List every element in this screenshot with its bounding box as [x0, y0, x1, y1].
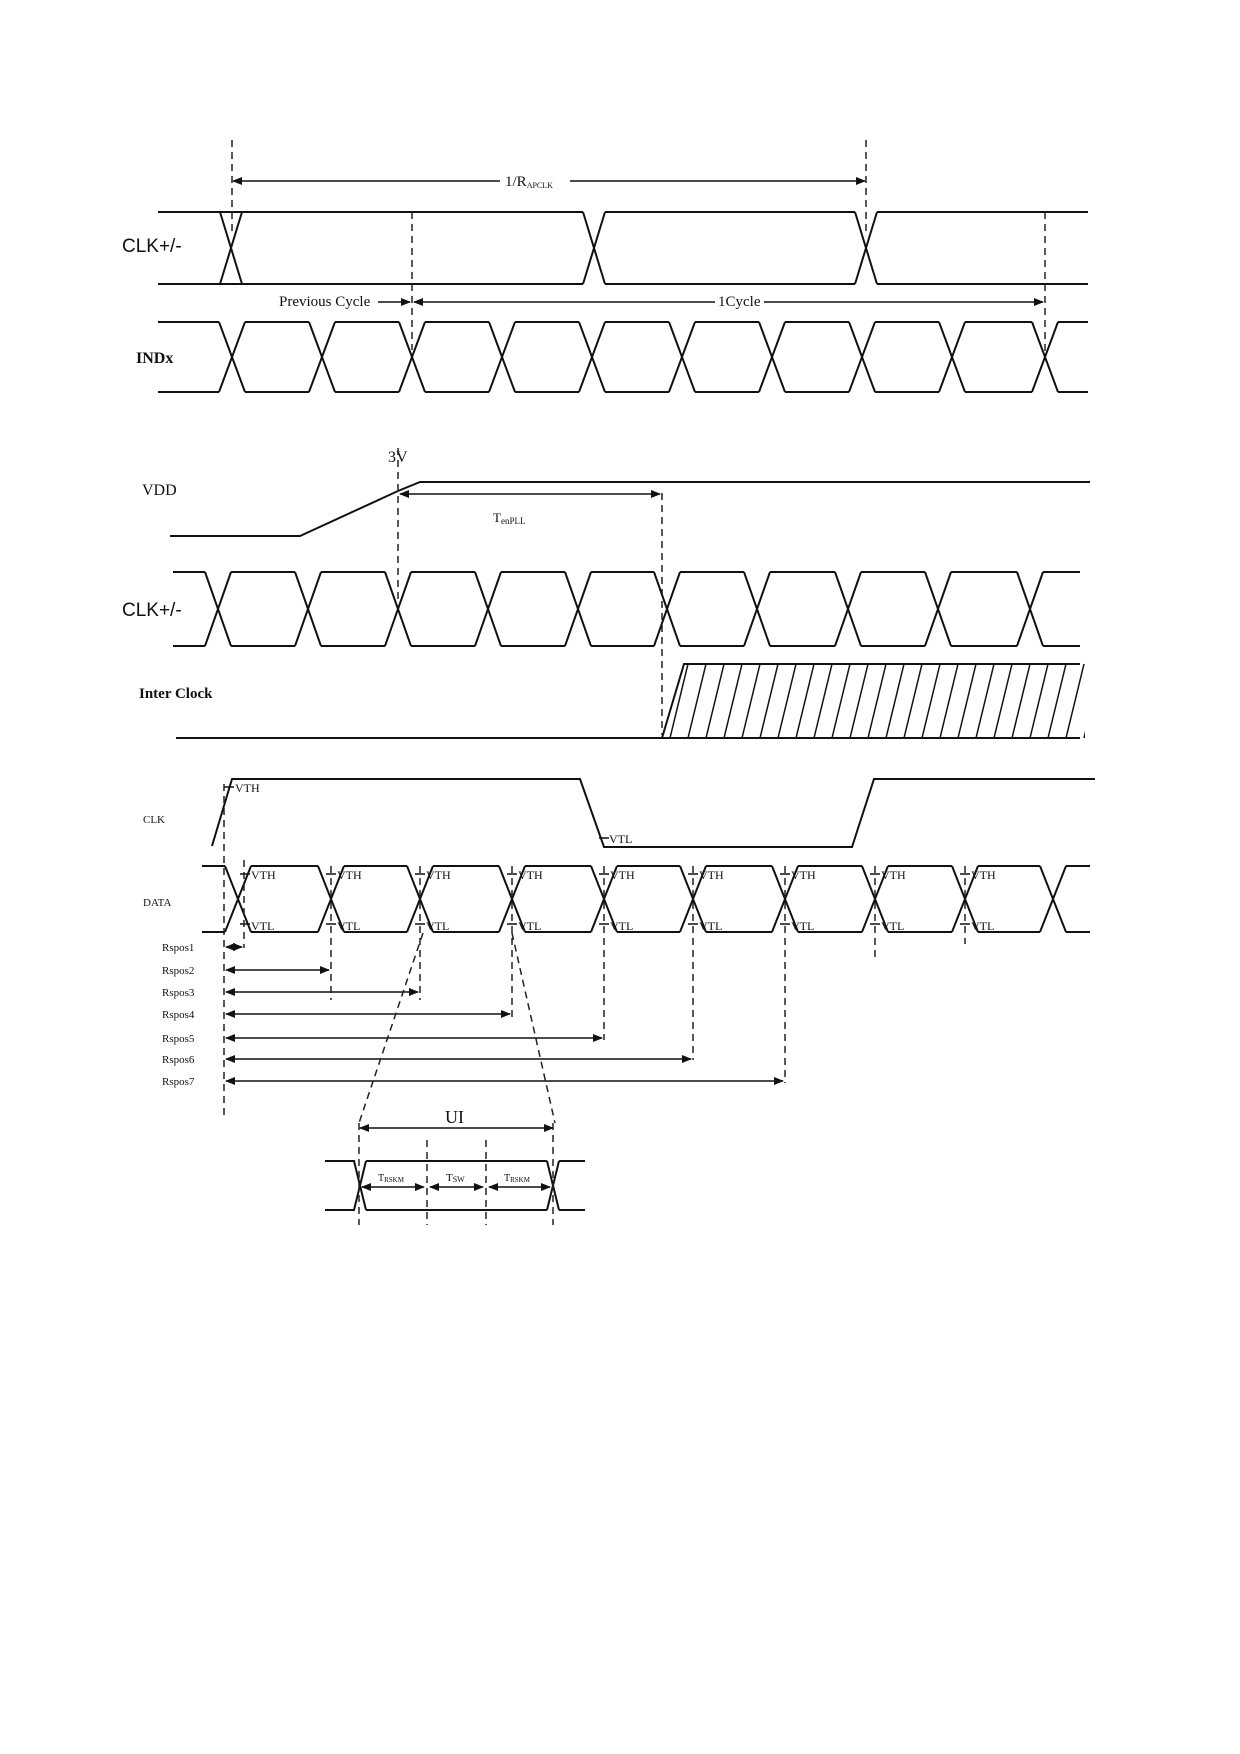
- indx-label: INDx: [136, 350, 174, 367]
- clk-threshold-marks: [224, 781, 632, 846]
- data-threshold-labels: [240, 868, 996, 933]
- trskm-left-label: [378, 1173, 405, 1184]
- zoom-guide-left: [359, 933, 423, 1123]
- data-transitions: [202, 866, 1090, 932]
- ui-label: UI: [445, 1107, 464, 1127]
- inter-clock-stroke: [868, 664, 886, 738]
- data-vth-label: VTH: [881, 868, 906, 882]
- clk-vth-label: VTH: [235, 781, 260, 795]
- clk-waveform-3: [212, 779, 1095, 847]
- data-label: DATA: [143, 897, 172, 909]
- previous-cycle-label: Previous Cycle: [279, 294, 371, 310]
- inter-clock-stroke: [742, 664, 760, 738]
- inter-clock-stroke: [976, 664, 994, 738]
- inter-clock-stroke: [688, 664, 706, 738]
- clk-waveform-1: [158, 212, 1088, 284]
- period-label-main: 1/R: [505, 174, 527, 190]
- tenpll-label-main: T: [493, 510, 501, 525]
- one-cycle-label: 1Cycle: [718, 294, 761, 310]
- eye-detail-waveform: [325, 1161, 585, 1210]
- vdd-label: VDD: [142, 482, 177, 499]
- data-vth-label: VTH: [971, 868, 996, 882]
- clk-label-1: CLK+/-: [122, 236, 182, 257]
- rspos-label: Rspos4: [162, 1009, 195, 1021]
- inter-clock-waveform: [176, 664, 1102, 738]
- data-vtl-label: VTL: [251, 919, 275, 933]
- period-label: [505, 174, 553, 190]
- indx-transitions: [158, 322, 1088, 392]
- inter-clock-stroke: [958, 664, 976, 738]
- inter-clock-stroke: [1066, 664, 1084, 738]
- data-vth-label: VTH: [699, 868, 724, 882]
- data-vth-label: VTH: [610, 868, 635, 882]
- period-label-sub: APCLK: [526, 181, 553, 190]
- data-vth-label: VTH: [426, 868, 451, 882]
- inter-clock-stroke: [886, 664, 904, 738]
- inter-clock-stroke: [796, 664, 814, 738]
- tsw-label: [446, 1172, 465, 1184]
- inter-clock-stroke: [1012, 664, 1030, 738]
- clk-waveform-2: [173, 572, 1080, 646]
- data-vtl-label: VTL: [699, 919, 723, 933]
- indx-waveform: [158, 322, 1088, 392]
- rspos-label: Rspos6: [162, 1054, 195, 1066]
- inter-clock-stroke: [760, 664, 778, 738]
- inter-clock-label: Inter Clock: [139, 686, 213, 702]
- data-vth-label: VTH: [337, 868, 362, 882]
- tenpll-label-sub: enPLL: [500, 516, 526, 526]
- section-clock-period: [122, 140, 1088, 392]
- data-vtl-label: VTL: [881, 919, 905, 933]
- tenpll-label: [493, 510, 525, 526]
- data-vtl-label: VTL: [791, 919, 815, 933]
- trskm-left-sub: RSKM: [384, 1176, 404, 1184]
- inter-clock-stroke: [904, 664, 922, 738]
- tsw-main: T: [446, 1172, 453, 1184]
- data-vth-label: VTH: [518, 868, 543, 882]
- data-vtl-label: VTL: [337, 919, 361, 933]
- data-vtl-label: VTL: [518, 919, 542, 933]
- trskm-right-label: [504, 1173, 531, 1184]
- data-vth-label: VTH: [791, 868, 816, 882]
- clk-label-2: CLK+/-: [122, 600, 182, 621]
- inter-clock-stroke: [940, 664, 958, 738]
- inter-clock-stroke: [850, 664, 868, 738]
- sample-guides: [224, 784, 965, 1120]
- inter-clock-stroke: [994, 664, 1012, 738]
- inter-clock-stroke: [922, 664, 940, 738]
- data-waveform: [202, 866, 1090, 932]
- rspos-label: Rspos3: [162, 987, 195, 999]
- inter-clock-stroke: [778, 664, 796, 738]
- inter-clock-stroke: [814, 664, 832, 738]
- rspos-label: Rspos7: [162, 1076, 195, 1088]
- inter-clock-stroke: [1048, 664, 1066, 738]
- section-data-sampling: [143, 779, 1095, 1225]
- clk-label-3: CLK: [143, 814, 165, 826]
- zoom-guide-right: [512, 933, 555, 1123]
- trskm-right-sub: RSKM: [510, 1176, 530, 1184]
- vdd-waveform: [170, 482, 1090, 536]
- rspos-label: Rspos2: [162, 965, 195, 977]
- clk-vtl-label: VTL: [609, 832, 633, 846]
- clk2-transitions: [173, 572, 1080, 646]
- inter-clock-stroke: [1030, 664, 1048, 738]
- voltage-label: 3V: [388, 449, 408, 466]
- section-pll-enable: [122, 448, 1102, 738]
- data-vtl-label: VTL: [426, 919, 450, 933]
- trskm-left-main: T: [378, 1173, 385, 1184]
- inter-clock-stroke: [724, 664, 742, 738]
- data-vtl-label: VTL: [971, 919, 995, 933]
- trskm-right-main: T: [504, 1173, 511, 1184]
- rspos-label: Rspos1: [162, 942, 195, 954]
- data-vth-label: VTH: [251, 868, 276, 882]
- rspos-label: Rspos5: [162, 1033, 195, 1045]
- rspos-measurements: [162, 942, 783, 1088]
- inter-clock-stroke: [706, 664, 724, 738]
- inter-clock-stroke: [832, 664, 850, 738]
- tsw-sub: SW: [452, 1175, 465, 1184]
- inter-clock-stroke: [1084, 664, 1102, 738]
- data-vtl-label: VTL: [610, 919, 634, 933]
